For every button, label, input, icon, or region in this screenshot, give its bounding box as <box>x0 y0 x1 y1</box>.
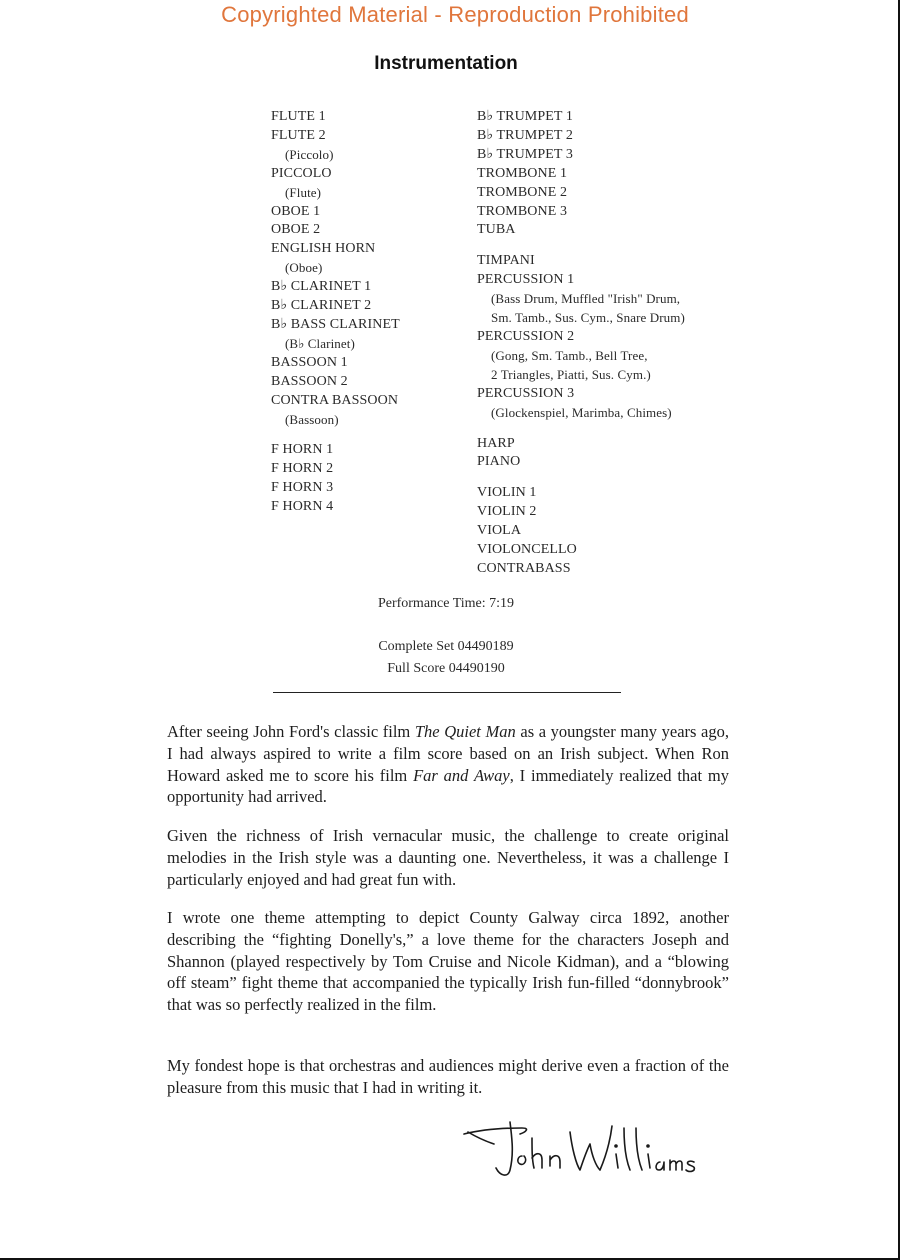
full-score-number: Full Score 04490190 <box>387 661 505 676</box>
instrument-item: VIOLIN 2 <box>477 504 537 520</box>
instrument-item: BASSOON 2 <box>271 373 348 389</box>
instrument-item: VIOLIN 1 <box>477 485 537 501</box>
instrument-item: TROMBONE 3 <box>477 203 568 219</box>
instrument-item: PIANO <box>477 454 521 470</box>
instrument-note: (Oboe) <box>285 260 323 276</box>
instrument-item: TROMBONE 1 <box>477 165 568 181</box>
instrument-item: TROMBONE 2 <box>477 184 568 200</box>
instrument-list-left <box>271 108 400 517</box>
instrument-item: PERCUSSION 3 <box>477 385 575 401</box>
performance-time: Performance Time: 7:19 <box>377 596 515 611</box>
signature <box>460 1108 710 1188</box>
instrument-item: B♭ BASS CLARINET <box>271 316 400 332</box>
paragraph-hope: My fondest hope is that orchestras and audiences might derive even a fraction of the pleasure from this music that I had in writing it. <box>167 1056 729 1097</box>
instrument-note: Sm. Tamb., Sus. Cym., Snare Drum) <box>491 310 685 326</box>
instrument-note: (Bass Drum, Muffled "Irish" Drum, <box>491 291 681 307</box>
instrument-note: (Gong, Sm. Tamb., Bell Tree, <box>491 347 648 363</box>
instrument-list-right <box>477 108 685 579</box>
instrument-item: B♭ CLARINET 2 <box>271 298 372 314</box>
instrument-note: (B♭ Clarinet) <box>285 335 355 351</box>
instrument-item: B♭ TRUMPET 1 <box>477 109 573 124</box>
paragraph-intro-text-1: After seeing John Ford's classic film <box>167 722 415 741</box>
film-title-quiet-man: The Quiet Man <box>414 722 516 741</box>
paragraph-melodies: Given the richness of Irish vernacular music, the challenge to create original melodies in the Irish style was a daunting one. Nevertheless, it was a challenge I particularly enjoyed and had great fun with. <box>167 826 729 889</box>
divider-rule <box>273 692 621 693</box>
paragraph-intro <box>167 721 729 808</box>
page-title: Instrumentation <box>374 53 518 74</box>
complete-set-number: Complete Set 04490189 <box>378 639 514 654</box>
list-gap <box>477 472 685 484</box>
instrument-item: VIOLA <box>477 523 522 539</box>
instrument-item: B♭ TRUMPET 2 <box>477 127 573 143</box>
instrument-item: F HORN 1 <box>271 442 334 458</box>
paragraph-themes: I wrote one theme attempting to depict County Galway circa 1892, another describing the “fighting Donelly's,” a love theme for the characters Joseph and Shannon (played respectively by Tom Cruise and Nicole Kidman), and a “blowing off steam” fight theme that accompanied the typically Irish fun-filled “donnybrook” that was so perfectly realized in the film. <box>167 908 729 1015</box>
instrument-note: (Bassoon) <box>285 411 339 427</box>
instrument-item: CONTRA BASSOON <box>271 392 399 408</box>
list-gap <box>271 429 400 441</box>
instrument-item: VIOLONCELLO <box>477 542 577 558</box>
instrument-item: PERCUSSION 2 <box>477 328 575 344</box>
instrument-item: BASSOON 1 <box>271 354 348 370</box>
instrument-note: (Piccolo) <box>285 146 334 162</box>
instrument-note: (Flute) <box>285 184 322 200</box>
instrument-item: PERCUSSION 1 <box>477 272 575 288</box>
instrument-item: F HORN 3 <box>271 480 334 496</box>
instrument-item: PICCOLO <box>271 165 332 181</box>
instrument-item: ENGLISH HORN <box>271 241 376 257</box>
instrument-note: (Glockenspiel, Marimba, Chimes) <box>491 404 672 420</box>
instrument-item: FLUTE 2 <box>271 127 326 143</box>
instrument-item: F HORN 2 <box>271 461 334 477</box>
film-title-far-and-away: Far and Away <box>413 765 510 785</box>
instrument-item: FLUTE 1 <box>271 109 326 124</box>
instrument-item: B♭ CLARINET 1 <box>271 279 372 295</box>
instrument-item: OBOE 2 <box>271 222 321 238</box>
instrument-item: B♭ TRUMPET 3 <box>477 146 573 162</box>
instrument-item: TUBA <box>477 222 516 238</box>
instrument-note: 2 Triangles, Piatti, Sus. Cym.) <box>491 366 651 382</box>
instrument-item: HARP <box>477 435 515 451</box>
instrument-item: OBOE 1 <box>271 203 321 219</box>
paragraph-intro-text-2: as a youngster many years ago, I had always aspired to write a film score based on an Irish subject. When Ron Howard asked me to score his film <box>167 722 730 785</box>
list-gap <box>477 423 685 435</box>
list-gap <box>477 240 685 252</box>
instrument-item: TIMPANI <box>477 253 535 269</box>
instrument-item: F HORN 4 <box>271 499 334 515</box>
paragraph-intro-text-3: , I immediately realized that my opportunity had arrived. <box>167 765 729 807</box>
copyright-watermark: Copyrighted Material - Reproduction Prohibited <box>221 2 689 27</box>
instrument-item: CONTRABASS <box>477 560 571 576</box>
